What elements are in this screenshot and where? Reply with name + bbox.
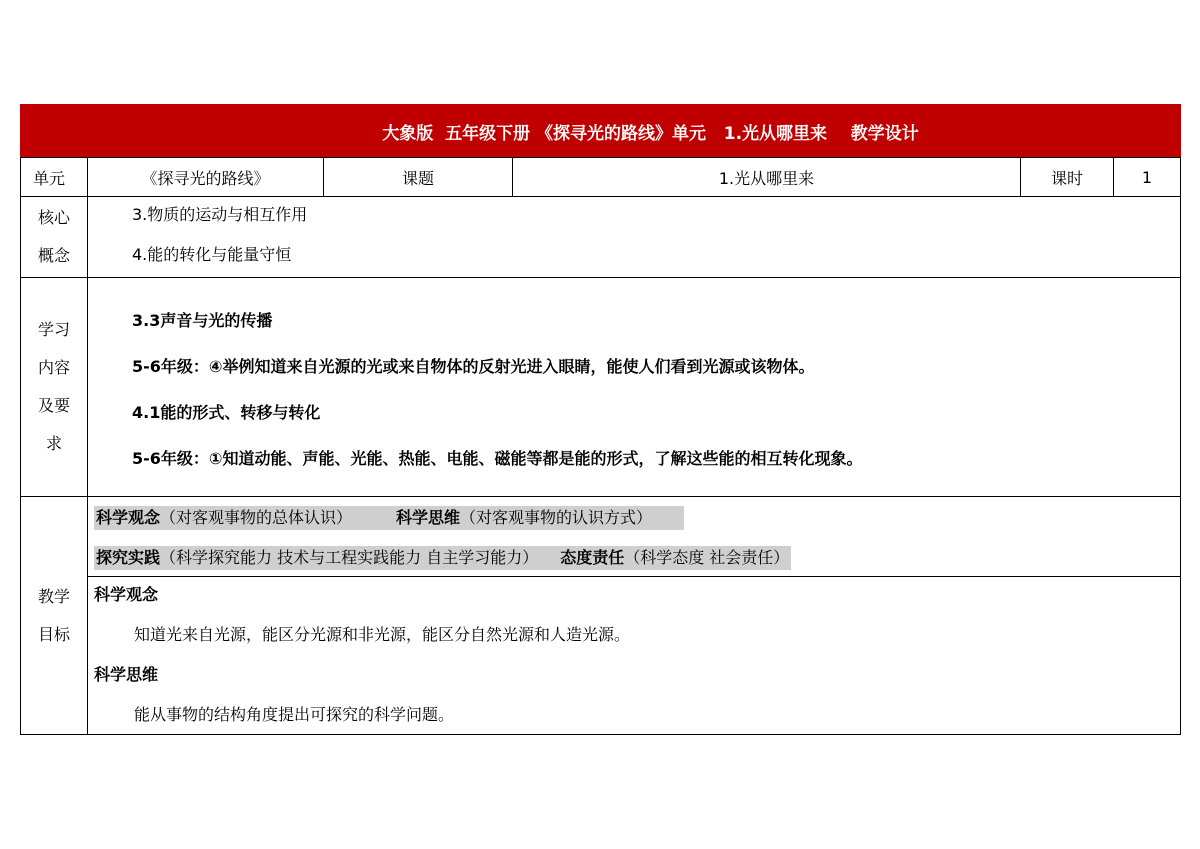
document-title: 大象版 五年级下册 《探寻光的路线》单元 1.光从哪里来 教学设计 [21, 105, 1181, 158]
goals-legend-row [21, 497, 1181, 577]
goals-content [88, 577, 1181, 735]
goal-heading: 科学思维 [94, 665, 159, 684]
learning-line: 4.1能的形式、转移与转化 [132, 403, 321, 422]
core-concept-item: 3.物质的运动与相互作用 [132, 205, 308, 224]
topic-label: 课题 [324, 158, 513, 197]
header-row [21, 158, 1181, 197]
goals-label: 教学 目标 [21, 497, 88, 735]
goals-content-row [21, 577, 1181, 735]
learning-label: 学习 内容 及要 求 [21, 278, 88, 497]
core-concept-label: 核心 概念 [21, 197, 88, 278]
core-concept-item: 4.能的转化与能量守恒 [132, 245, 292, 264]
topic-value: 1.光从哪里来 [513, 158, 1021, 197]
learning-row [21, 278, 1181, 497]
learning-line: 5-6年级：①知道动能、声能、光能、热能、电能、磁能等都是能的形式，了解这些能的相互转化现象。 [132, 449, 863, 468]
goals-legend [88, 497, 1181, 577]
period-label: 课时 [1021, 158, 1114, 197]
period-value: 1 [1114, 158, 1181, 197]
unit-value: 《探寻光的路线》 [88, 158, 324, 197]
learning-content [88, 278, 1181, 497]
goal-text: 知道光来自光源，能区分光源和非光源，能区分自然光源和人造光源。 [134, 625, 631, 644]
title-row [21, 105, 1181, 158]
lesson-plan-table [20, 104, 1181, 735]
legend-band-1: 科学观念（对客观事物的总体认识） 科学思维（对客观事物的认识方式） [94, 506, 684, 530]
unit-label: 单元 [21, 158, 88, 197]
legend-band-2: 探究实践（科学探究能力 技术与工程实践能力 自主学习能力） 态度责任（科学态度 社会责任） [94, 546, 791, 570]
learning-line: 3.3声音与光的传播 [132, 311, 273, 330]
core-concept-content [88, 197, 1181, 278]
goal-heading: 科学观念 [94, 585, 159, 604]
learning-line: 5-6年级：④举例知道来自光源的光或来自物体的反射光进入眼睛，能使人们看到光源或该物体。 [132, 357, 815, 376]
core-concept-row [21, 197, 1181, 278]
goal-text: 能从事物的结构角度提出可探究的科学问题。 [134, 705, 455, 724]
